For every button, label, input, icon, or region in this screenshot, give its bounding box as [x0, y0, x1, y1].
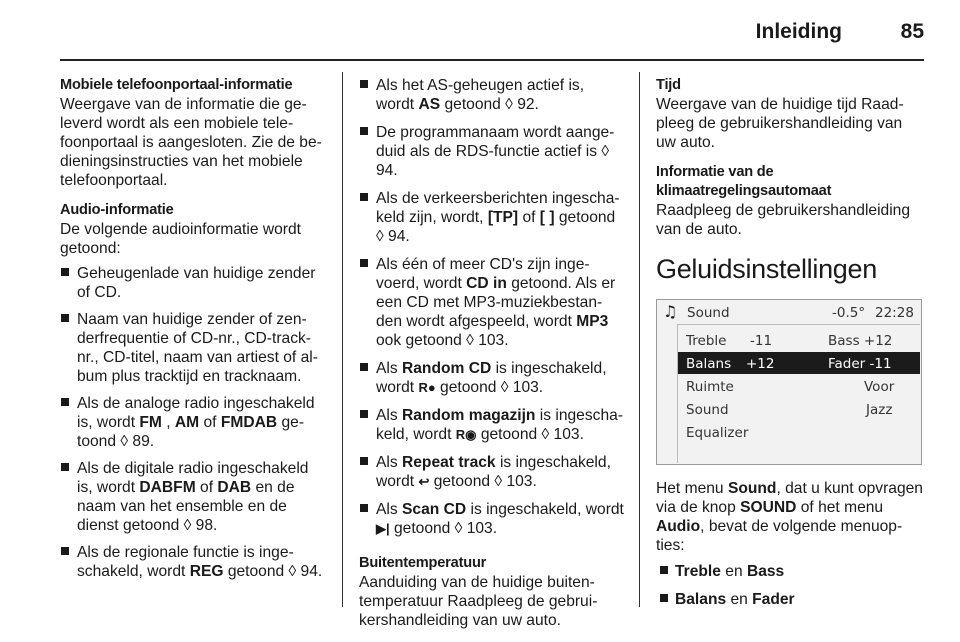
bullet-icon — [360, 410, 368, 418]
column-1 — [60, 76, 328, 589]
menu-row-balans-fader[interactable]: Balans +12 Fader -11 — [678, 352, 920, 374]
column-divider — [639, 72, 640, 607]
section-body: Weergave van de informatie die ge-leverd wordt als een mobiele tele-foonportaal is aangesloten. Zie de be-dieningsinstructies van het mobiele telefoonportaal. — [60, 96, 322, 189]
list-item: Als Random magazijn is ingescha-keld, wordt R◉ getoond ◊ 103. — [359, 406, 624, 444]
section-body: Weergave van de huidige tijd Raad-pleeg de gebruikershandleiding van uw auto. — [656, 96, 904, 151]
menu-row-sound[interactable]: Sound Jazz — [686, 402, 893, 418]
list-item: Geheugenlade van huidige zender of CD. — [60, 264, 328, 302]
bullet-icon — [61, 547, 69, 555]
section-title: Informatie van de klimaatregelingsautomaat — [656, 164, 832, 199]
section-title: Buitentemperatuur — [359, 555, 487, 571]
list-item: De programmanaam wordt aange-duid als de RDS-functie actief is ◊ 94. — [359, 123, 624, 180]
sound-menu-list — [677, 324, 920, 463]
list-item: Als de digitale radio ingeschakeld is, wordt DABFM of DAB en de naam van het ensemble en de dienst getoond ◊ 98. — [60, 459, 328, 535]
menu-row-ruimte[interactable]: Ruimte Voor — [686, 379, 895, 395]
page-number: 85 — [900, 20, 924, 43]
menu-row-equalizer[interactable]: Equalizer — [686, 425, 749, 441]
list-item: Als Repeat track is ingeschakeld, wordt ↩ getoond ◊ 103. — [359, 453, 624, 491]
section-heading: Geluidsinstellingen — [656, 254, 877, 284]
list-item: Als de regionale functie is inge-schakeld, wordt REG getoond ◊ 94. — [60, 543, 328, 581]
sound-menu-description: Het menu Sound, dat u kunt opvragen via de knop SOUND of het menu Audio, bevat de volgende menuop-ties: — [656, 480, 923, 554]
sound-options-list — [656, 562, 926, 609]
list-item: Als het AS-geheugen actief is, wordt AS getoond ◊ 92. — [359, 76, 624, 114]
repeat-icon: ↩ — [418, 474, 430, 489]
section-outside-temp — [359, 554, 624, 630]
header-rule — [60, 59, 924, 61]
page-title: Inleiding — [755, 20, 842, 43]
section-audio-info — [60, 201, 328, 581]
bullet-icon — [360, 504, 368, 512]
section-climate-info — [656, 163, 926, 239]
section-body: Raadpleeg de gebruikershandleiding van de auto. — [656, 202, 911, 238]
bullet-icon — [360, 193, 368, 201]
screen-title: Sound — [687, 305, 730, 321]
bullet-icon — [360, 363, 368, 371]
scan-icon: ▶| — [376, 521, 390, 536]
random-cd-icon: R● — [418, 380, 436, 395]
list-item: Treble en Bass — [659, 562, 926, 581]
menu-row-treble-bass[interactable]: Treble -11 Bass +12 — [686, 333, 893, 349]
section-body: De volgende audioinformatie wordt getoond: — [60, 221, 301, 257]
list-item: Als Scan CD is ingeschakeld, wordt ▶| getoond ◊ 103. — [359, 500, 624, 538]
screen-time: 22:28 — [875, 305, 914, 321]
section-body: Aanduiding van de huidige buiten-temperatuur Raadpleeg de gebrui-kershandleiding van uw auto. — [359, 574, 598, 629]
bullet-icon — [660, 566, 668, 574]
bullet-icon — [61, 398, 69, 406]
bullet-icon — [360, 259, 368, 267]
bullet-icon — [660, 594, 668, 602]
audio-info-list — [60, 264, 328, 581]
screen-temperature: -0.5° — [832, 305, 866, 321]
screen-status-bar — [657, 300, 921, 325]
section-title: Tijd — [656, 77, 681, 93]
list-item: Als één of meer CD's zijn inge-voerd, wordt CD in getoond. Als er een CD met MP3-muziekbestan-den wordt afgespeeld, wordt MP3 ook getoond ◊ 103. — [359, 255, 624, 350]
column-divider — [342, 72, 343, 607]
page-header — [0, 14, 960, 50]
music-note-icon: ♫ — [663, 302, 678, 321]
list-item: Naam van huidige zender of zen-derfrequentie of CD-nr., CD-track-nr., CD-titel, naam van artiest of al-bum plus tracktijd en tracknaam. — [60, 310, 328, 386]
bullet-icon — [360, 127, 368, 135]
list-item: Balans en Fader — [659, 590, 926, 609]
list-item: Als de analoge radio ingeschakeld is, wordt FM , AM of FMDAB ge-toond ◊ 89. — [60, 394, 328, 451]
column-2 — [359, 76, 624, 630]
bullet-icon — [61, 268, 69, 276]
list-item: Als Random CD is ingeschakeld, wordt R● getoond ◊ 103. — [359, 359, 624, 397]
random-magazine-icon: R◉ — [455, 427, 477, 442]
bullet-icon — [61, 314, 69, 322]
bullet-icon — [61, 463, 69, 471]
section-phone-info — [60, 76, 328, 190]
section-time — [656, 76, 926, 152]
bullet-icon — [360, 80, 368, 88]
list-item: Als de verkeersberichten ingescha-keld zijn, wordt, [TP] of [ ] getoond ◊ 94. — [359, 189, 624, 246]
section-title: Mobiele telefoonportaal-informatie — [60, 77, 293, 93]
sound-menu-screen — [656, 299, 922, 465]
bullet-icon — [360, 457, 368, 465]
status-indicator-list — [359, 76, 624, 538]
section-title: Audio-informatie — [60, 202, 174, 218]
column-3 — [656, 76, 926, 618]
